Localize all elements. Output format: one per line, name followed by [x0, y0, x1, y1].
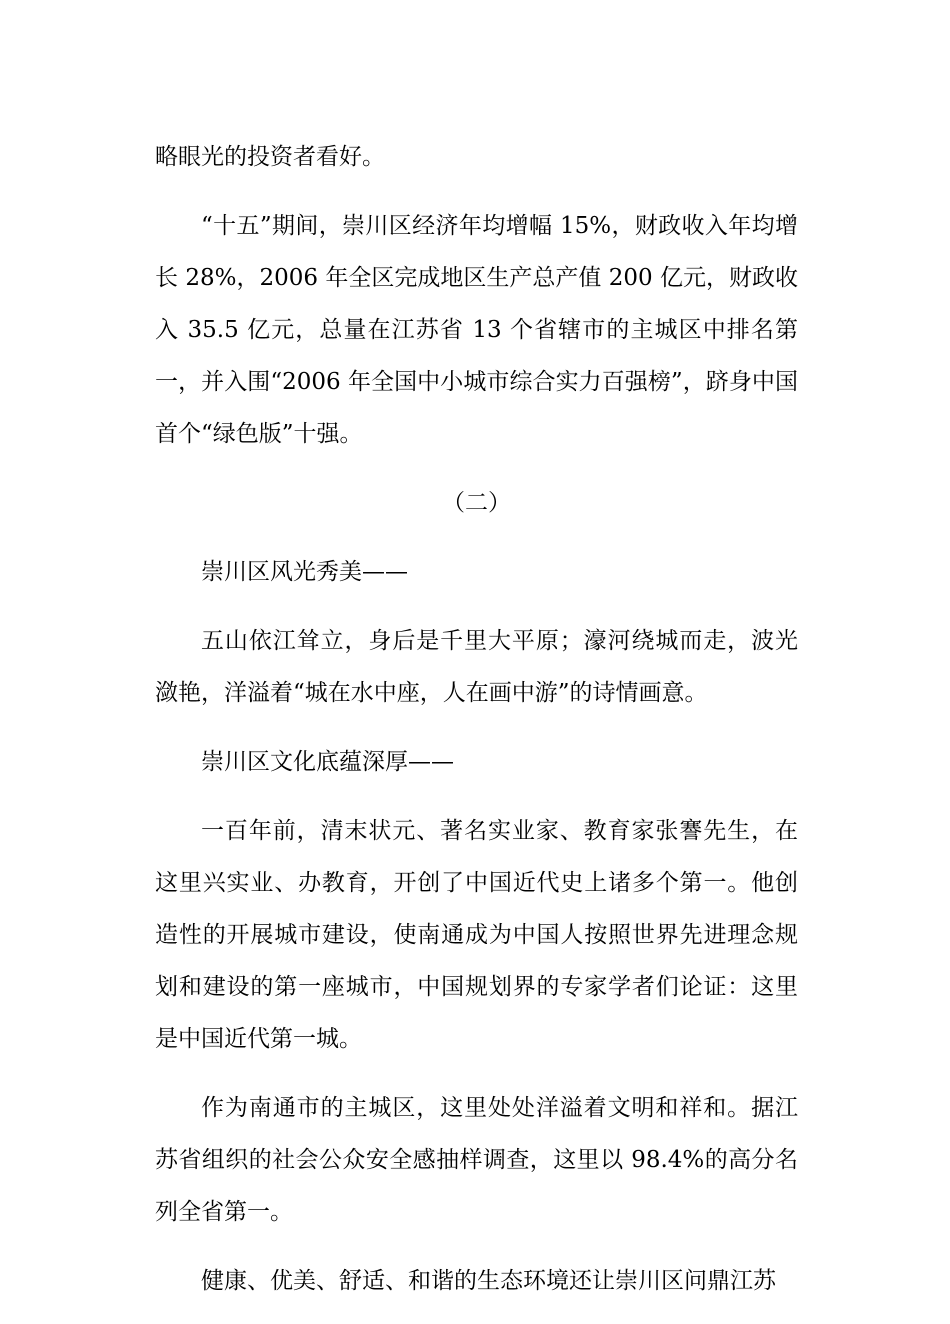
- document-body: [155, 131, 798, 1324]
- paragraph-continuation: 略眼光的投资者看好。: [155, 144, 385, 170]
- paragraph-culture-heading: 崇川区文化底蕴深厚——: [201, 749, 454, 775]
- paragraph-scenery-heading: 崇川区风光秀美——: [201, 559, 408, 585]
- paragraph-economy: “十五”期间，崇川区经济年均增幅 15%，财政收入年均增长 28%，2006 年全区完成地区生产总产值 200 亿元，财政收入 35.5 亿元，总量在江苏省 13 个省辖市的主城区中排名第一，并入围“2006 年全国中小城市综合实力百强榜”，跻身中国首个“绿色版”十强。: [155, 213, 798, 447]
- paragraph-ecology: 健康、优美、舒适、和谐的生态环境还让崇川区问鼎江苏: [201, 1268, 776, 1294]
- section-heading: （二）: [442, 490, 511, 516]
- paragraph-safety: 作为南通市的主城区，这里处处洋溢着文明和祥和。据江苏省组织的社会公众安全感抽样调查，这里以 98.4%的高分名列全省第一。: [155, 1095, 798, 1225]
- paragraph-culture: 一百年前，清末状元、著名实业家、教育家张謇先生，在这里兴实业、办教育，开创了中国近代史上诸多个第一。他创造性的开展城市建设，使南通成为中国人按照世界先进理念规划和建设的第一座城市，中国规划界的专家学者们论证：这里是中国近代第一城。: [155, 818, 798, 1052]
- paragraph-scenery: 五山依江耸立，身后是千里大平原；濠河绕城而走，波光潋艳，洋溢着“城在水中座，人在画中游”的诗情画意。: [155, 628, 798, 706]
